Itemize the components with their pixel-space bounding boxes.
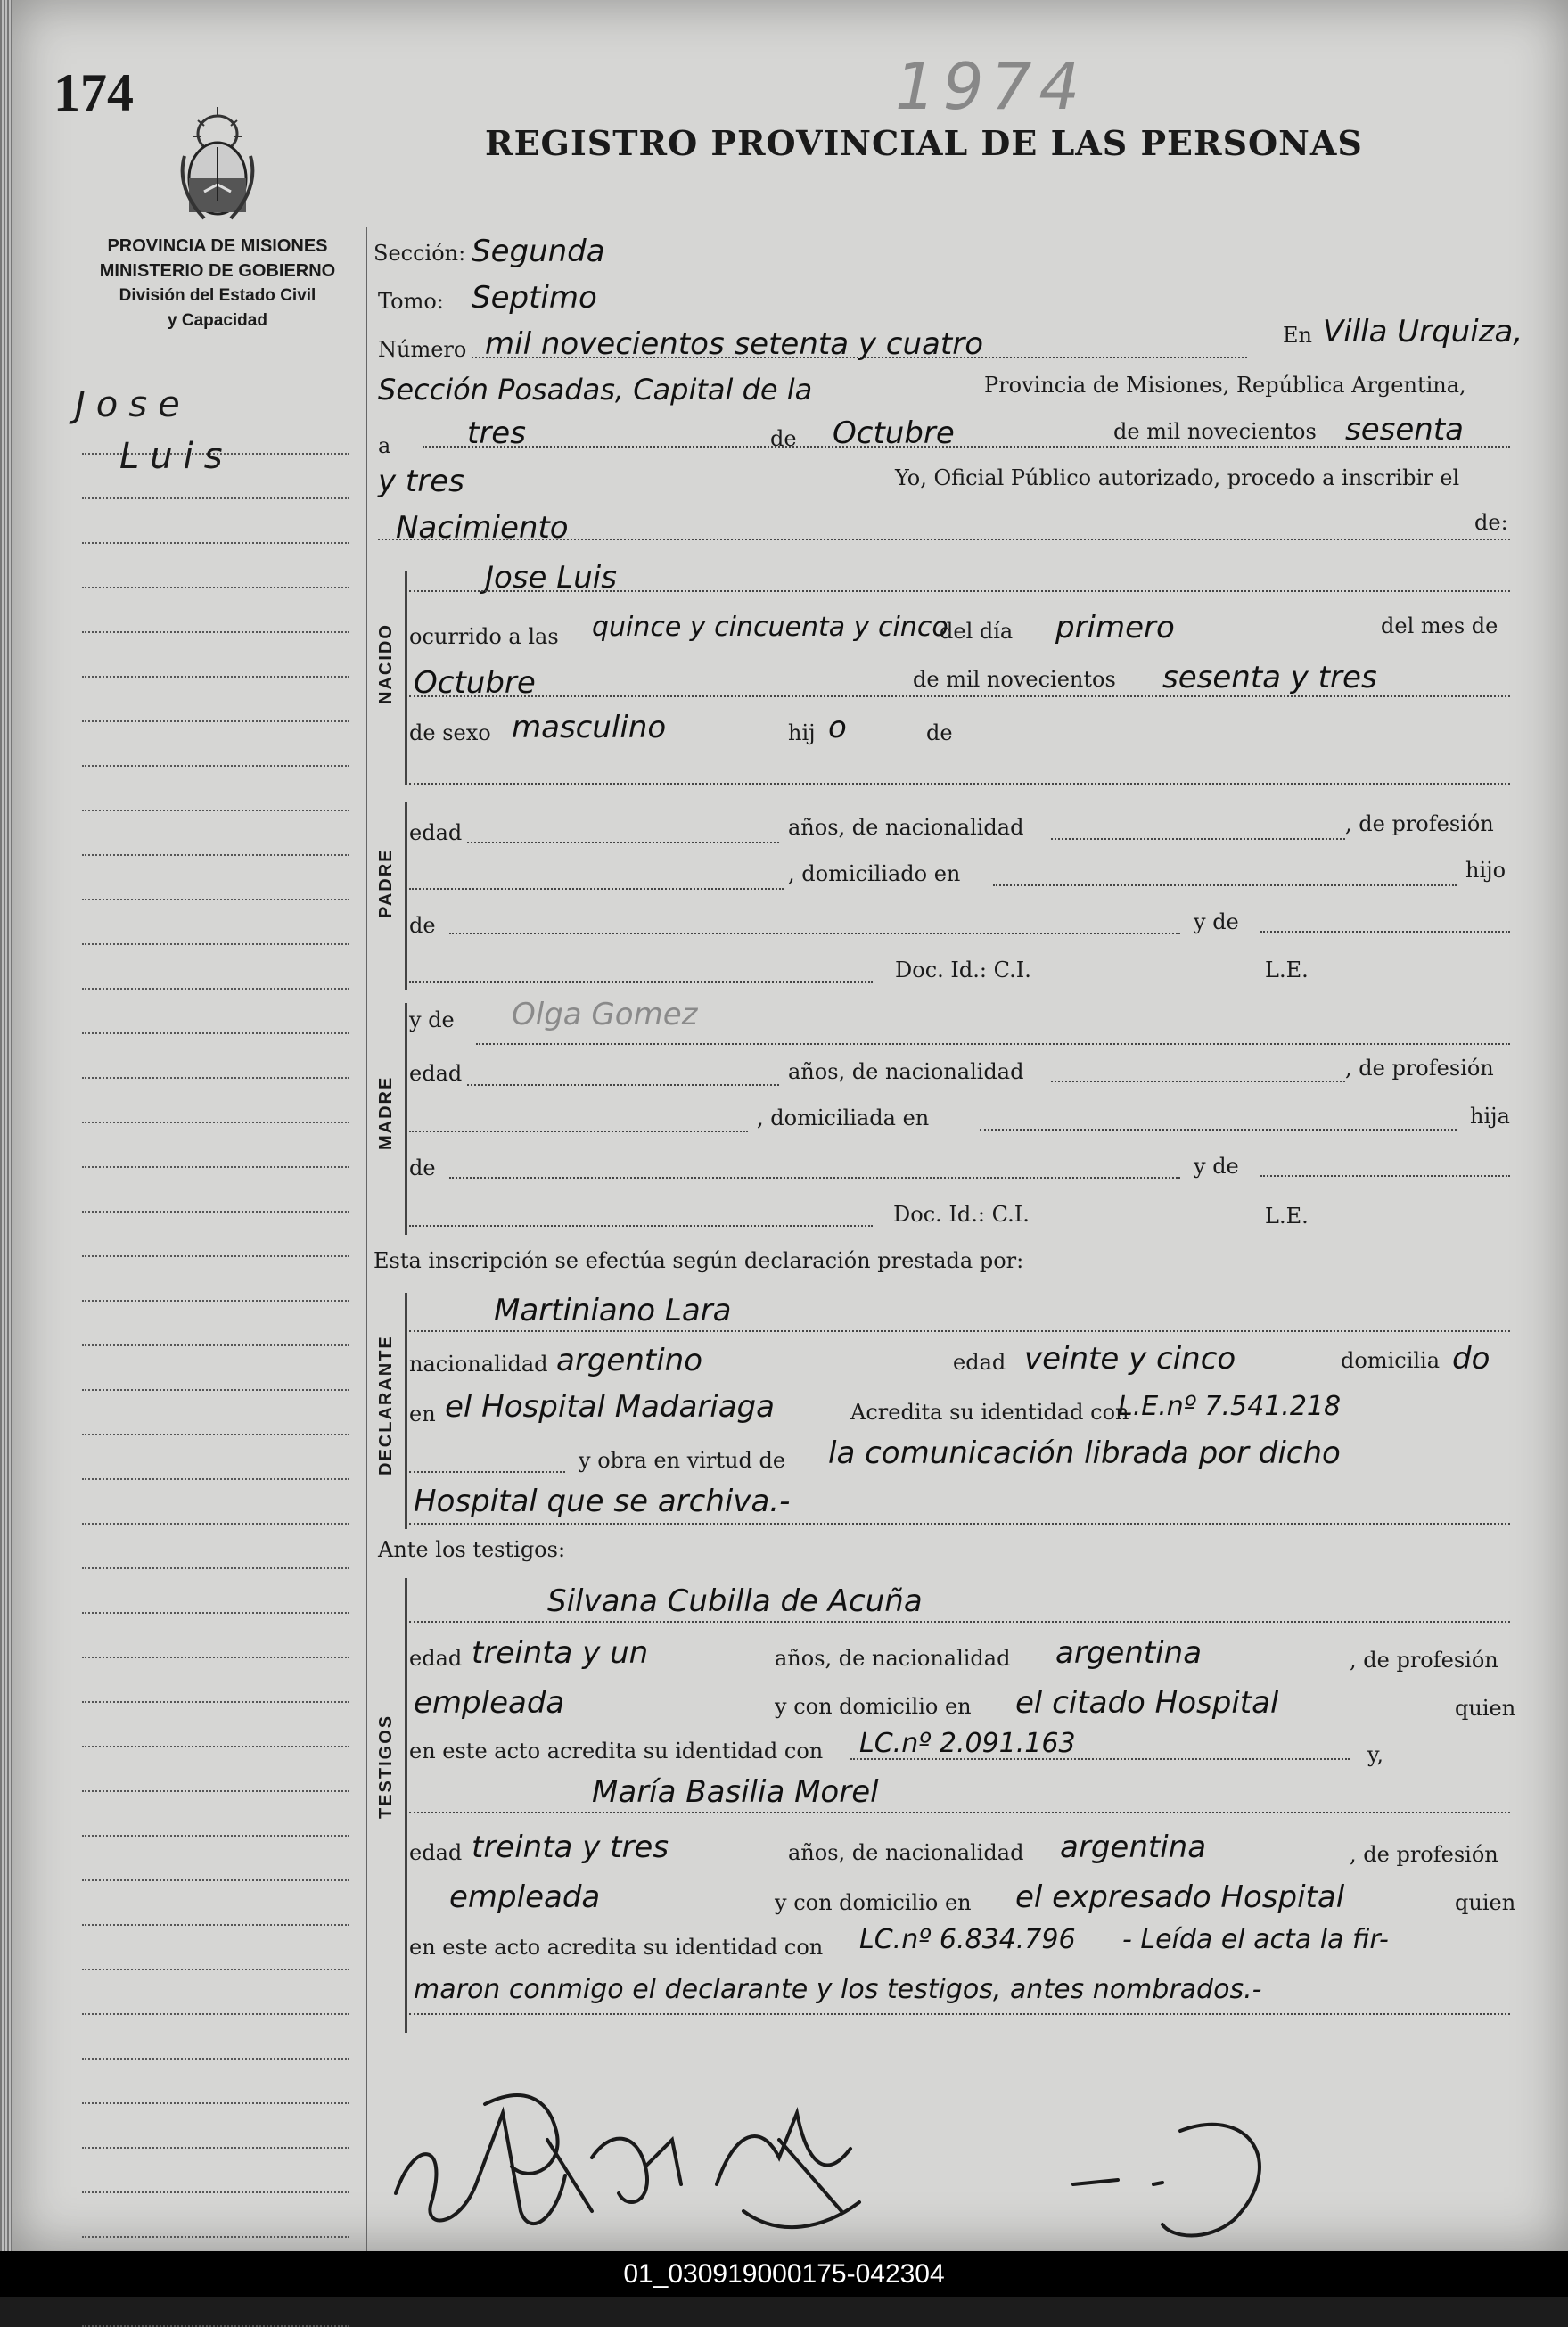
hora-value: quince y cincuenta y cinco xyxy=(592,612,948,643)
oficial-text: Yo, Oficial Público autorizado, procedo a inscribir el xyxy=(895,465,1460,490)
nacido-de-label: de xyxy=(926,720,953,745)
tomo-value: Septimo xyxy=(472,280,597,316)
testigos-label: Ante los testigos: xyxy=(378,1537,566,1562)
padre-y-de-line xyxy=(1260,931,1510,933)
nacido-bracket xyxy=(405,571,407,785)
padre-y-de-label: y de xyxy=(1194,909,1239,934)
madre-edad-label: edad xyxy=(409,1061,463,1086)
padre-hijo-label: hijo xyxy=(1465,858,1506,883)
margin-line xyxy=(82,856,349,900)
testigo2-name: María Basilia Morel xyxy=(592,1774,879,1810)
declarante-name: Martiniano Lara xyxy=(494,1293,732,1328)
declarante-edad-label: edad xyxy=(953,1350,1006,1375)
acto-line xyxy=(378,539,1510,540)
margin-line xyxy=(82,722,349,767)
margin-line xyxy=(82,811,349,856)
de-mil-label: de mil novecientos xyxy=(913,667,1116,692)
acto-value: Nacimiento xyxy=(396,510,569,546)
margin-line xyxy=(82,1302,349,1346)
testigo2-documento: LC.nº 6.834.796 xyxy=(859,1924,1076,1955)
declaracion-text: Esta inscripción se efectúa según declaración prestada por: xyxy=(374,1248,1024,1273)
margin-line xyxy=(82,1346,349,1391)
margin-line xyxy=(82,2015,349,2060)
margin-name-line: Jose xyxy=(75,384,191,425)
margin-line xyxy=(82,1034,349,1079)
margin-line xyxy=(82,767,349,811)
testigo1-profesion: empleada xyxy=(414,1685,565,1721)
numero-label: Número xyxy=(378,337,467,362)
margin-line xyxy=(82,2060,349,2104)
agency-line: y Capacidad xyxy=(168,311,267,330)
de-suffix: de: xyxy=(1474,510,1508,535)
scan-id-footer: 01_030919000175-042304 xyxy=(0,2251,1568,2297)
ocurrido-label: ocurrido a las xyxy=(409,624,559,649)
padre-profesion-label: , de profesión xyxy=(1345,811,1494,836)
margin-line xyxy=(82,945,349,990)
a-label: a xyxy=(378,433,391,458)
margin-line xyxy=(82,1168,349,1213)
en-value: Villa Urquiza, xyxy=(1323,314,1523,349)
issuing-agency xyxy=(75,234,360,333)
en-label: En xyxy=(1283,323,1312,348)
mes-value: Octubre xyxy=(833,415,955,451)
padre-doc-label: Doc. Id.: C.I. xyxy=(895,958,1031,983)
madre-prof-line xyxy=(409,1131,748,1132)
nacido-section-label: NACIDO xyxy=(376,623,396,704)
margin-line xyxy=(82,588,349,633)
madre-de-label: de xyxy=(409,1155,436,1180)
margin-name-line: Luis xyxy=(119,436,234,477)
madre-edad-line xyxy=(467,1084,779,1086)
madre-doc-label: Doc. Id.: C.I. xyxy=(893,1202,1030,1227)
nacionalidad-label: nacionalidad xyxy=(409,1352,548,1377)
margin-line xyxy=(82,1792,349,1837)
obra-label: y obra en virtud de xyxy=(579,1448,786,1473)
margin-line xyxy=(82,1257,349,1302)
madre-y-de-label: y de xyxy=(409,1007,455,1032)
domicilia-value: do xyxy=(1452,1341,1490,1377)
madre-domiciliada-label: , domiciliada en xyxy=(757,1106,930,1131)
padre-anios-label: años, de nacionalidad xyxy=(788,815,1024,840)
padre-dom-line xyxy=(993,884,1457,886)
nacido-anio-value: sesenta y tres xyxy=(1162,660,1377,695)
dia-value: tres xyxy=(467,415,526,451)
margin-line xyxy=(82,1703,349,1747)
madre-profesion-label: , de profesión xyxy=(1345,1056,1494,1081)
margin-line xyxy=(82,1658,349,1703)
madre-bracket xyxy=(405,1003,407,1235)
testigo2-anios-label: años, de nacionalidad xyxy=(788,1840,1024,1865)
testigo2-edad: treinta y tres xyxy=(472,1830,669,1865)
document-title: REGISTRO PROVINCIAL DE LAS PERSONAS xyxy=(485,123,1363,163)
margin-line xyxy=(82,1747,349,1792)
testigo1-y: y, xyxy=(1367,1742,1383,1767)
cierre-acta: maron conmigo el declarante y los testigos, antes nombrados.- xyxy=(414,1974,1262,2005)
margin-line xyxy=(82,1480,349,1525)
margin-line xyxy=(82,990,349,1034)
madre-y-de2-line xyxy=(1260,1175,1510,1177)
margin-line xyxy=(82,633,349,678)
sexo-label: de sexo xyxy=(409,720,491,745)
seccion-label: Sección: xyxy=(374,241,466,266)
madre-y-de2-label: y de xyxy=(1194,1154,1239,1179)
agency-line: División del Estado Civil xyxy=(119,286,316,305)
agency-line: PROVINCIA DE MISIONES xyxy=(107,236,328,256)
obra-line-2 xyxy=(409,1523,1510,1525)
padre-prof-line xyxy=(409,888,784,890)
margin-line xyxy=(82,1079,349,1123)
anio-label: de mil novecientos xyxy=(1113,419,1317,444)
margin-line xyxy=(82,1123,349,1168)
padre-de-label: de xyxy=(409,913,436,938)
obra-value: la comunicación librada por dicho xyxy=(828,1435,1341,1471)
testigo1-documento: LC.nº 2.091.163 xyxy=(859,1728,1076,1759)
testigo1-quien: quien xyxy=(1455,1696,1516,1721)
fecha-line xyxy=(423,446,1510,448)
acredita-value: L.E.nº 7.541.218 xyxy=(1118,1391,1342,1422)
testigo1-anios-label: años, de nacionalidad xyxy=(775,1646,1011,1671)
margin-line xyxy=(82,900,349,945)
seccion-value: Segunda xyxy=(472,234,605,269)
testigo2-acredita-label: en este acto acredita su identidad con xyxy=(409,1935,824,1960)
declarante-name-line xyxy=(409,1330,1510,1332)
testigo2-profesion: empleada xyxy=(449,1879,601,1915)
madre-de-line xyxy=(449,1177,1180,1179)
margin-line xyxy=(82,678,349,722)
margin-line xyxy=(82,1435,349,1480)
margin-line xyxy=(82,2104,349,2149)
signatures-image xyxy=(378,2033,1448,2247)
testigo1-name: Silvana Cubilla de Acuña xyxy=(547,1583,923,1619)
declarante-en-value: el Hospital Madariaga xyxy=(445,1389,775,1425)
testigo1-edad-label: edad xyxy=(409,1646,463,1671)
padre-le-label: L.E. xyxy=(1265,958,1309,983)
obra-value-2: Hospital que se archiva.- xyxy=(414,1484,791,1519)
padre-doc-line xyxy=(409,981,873,983)
testigo2-quien: quien xyxy=(1455,1890,1516,1915)
testigo1-domicilio: el citado Hospital xyxy=(1015,1685,1279,1721)
nacido-mes-value: Octubre xyxy=(414,665,536,701)
madre-nac-line xyxy=(1051,1081,1345,1082)
padre-nac-line xyxy=(1051,838,1345,840)
del-mes-label: del mes de xyxy=(1381,613,1498,638)
declarante-section-label: DECLARANTE xyxy=(376,1335,396,1476)
del-dia-label: del día xyxy=(940,619,1014,644)
padre-edad-line xyxy=(467,842,779,843)
margin-line xyxy=(82,1569,349,1614)
madre-hija-label: hija xyxy=(1470,1104,1510,1129)
margin-line xyxy=(82,2193,349,2238)
testigo2-edad-label: edad xyxy=(409,1840,463,1865)
numero-line xyxy=(472,357,1247,358)
testigos-bracket xyxy=(405,1578,407,2033)
testigo1-acredita-label: en este acto acredita su identidad con xyxy=(409,1739,824,1764)
anio-value: sesenta xyxy=(1345,412,1464,448)
nacido-name-line xyxy=(409,590,1510,592)
margin-line xyxy=(82,1614,349,1658)
testigo1-nacionalidad: argentina xyxy=(1055,1635,1203,1671)
madre-anios-label: años, de nacionalidad xyxy=(788,1059,1024,1084)
domicilia-label: domicilia xyxy=(1341,1348,1441,1373)
testigo2-cierre: - Leída el acta la fir- xyxy=(1122,1924,1389,1955)
testigo1-name-line xyxy=(409,1621,1510,1623)
nacido-name: Jose Luis xyxy=(485,560,617,596)
margin-annotation xyxy=(75,379,234,482)
madre-le-label: L.E. xyxy=(1265,1204,1309,1229)
de-label: de xyxy=(770,426,797,451)
testigo1-domicilio-label: y con domicilio en xyxy=(775,1694,972,1719)
lugar-value: Sección Posadas, Capital de la xyxy=(378,373,813,407)
madre-doc-line xyxy=(409,1225,873,1227)
margin-line xyxy=(82,1881,349,1926)
tomo-label: Tomo: xyxy=(378,289,444,314)
testigo2-profesion-label: , de profesión xyxy=(1350,1842,1498,1867)
declarante-en-label: en xyxy=(409,1402,436,1427)
hij-label: hij xyxy=(788,720,816,745)
padre-de-line xyxy=(449,933,1180,934)
nacido-padres-line xyxy=(409,783,1510,785)
dia-value: primero xyxy=(1055,610,1175,645)
provincia-text: Provincia de Misiones, República Argentina, xyxy=(984,373,1466,398)
testigo1-doc-line xyxy=(850,1758,1350,1760)
margin-line xyxy=(82,1926,349,1970)
madre-name: Olga Gomez xyxy=(512,997,698,1032)
declarante-edad-value: veinte y cinco xyxy=(1024,1341,1236,1377)
nacionalidad-value: argentino xyxy=(556,1343,702,1378)
margin-line xyxy=(82,1837,349,1881)
testigo1-profesion-label: , de profesión xyxy=(1350,1648,1498,1673)
margin-line xyxy=(82,1391,349,1435)
margin-line xyxy=(82,499,349,544)
madre-name-line xyxy=(476,1043,1510,1045)
declarante-bracket xyxy=(405,1293,407,1529)
testigo2-domicilio-label: y con domicilio en xyxy=(775,1890,972,1915)
padre-section-label: PADRE xyxy=(376,848,396,918)
padre-domiciliado-label: , domiciliado en xyxy=(788,861,961,886)
agency-line: MINISTERIO DE GOBIERNO xyxy=(99,261,336,281)
registry-page xyxy=(12,0,1568,2251)
handwritten-year: 1974 xyxy=(895,49,1088,124)
argentine-coat-of-arms-icon xyxy=(168,103,267,227)
margin-line xyxy=(82,1970,349,2015)
acredita-label: Acredita su identidad con xyxy=(850,1400,1129,1425)
margin-ruled-lines xyxy=(82,410,349,2327)
numero-value: mil novecientos setenta y cuatro xyxy=(485,326,983,362)
obra-line xyxy=(409,1471,565,1473)
margin-line xyxy=(82,544,349,588)
cierre-line xyxy=(409,2013,1510,2015)
ledger-spine xyxy=(0,0,12,2251)
sexo-value: masculino xyxy=(512,710,667,745)
folio-number: 174 xyxy=(53,63,134,122)
testigo2-name-line xyxy=(409,1812,1510,1813)
padre-edad-label: edad xyxy=(409,820,463,845)
nacido-fecha-line xyxy=(409,695,1510,697)
margin-line xyxy=(82,1525,349,1569)
margin-line xyxy=(82,2149,349,2193)
anio-value-2: y tres xyxy=(378,464,464,499)
testigo1-edad: treinta y un xyxy=(472,1635,649,1671)
testigos-section-label: TESTIGOS xyxy=(376,1714,396,1819)
madre-dom-line xyxy=(980,1129,1457,1131)
testigo2-nacionalidad: argentina xyxy=(1060,1830,1207,1865)
testigo2-domicilio: el expresado Hospital xyxy=(1015,1879,1345,1915)
madre-section-label: MADRE xyxy=(376,1075,396,1150)
hij-value: o xyxy=(828,710,847,745)
margin-line xyxy=(82,1213,349,1257)
margin-divider xyxy=(365,227,367,2251)
padre-bracket xyxy=(405,802,407,990)
